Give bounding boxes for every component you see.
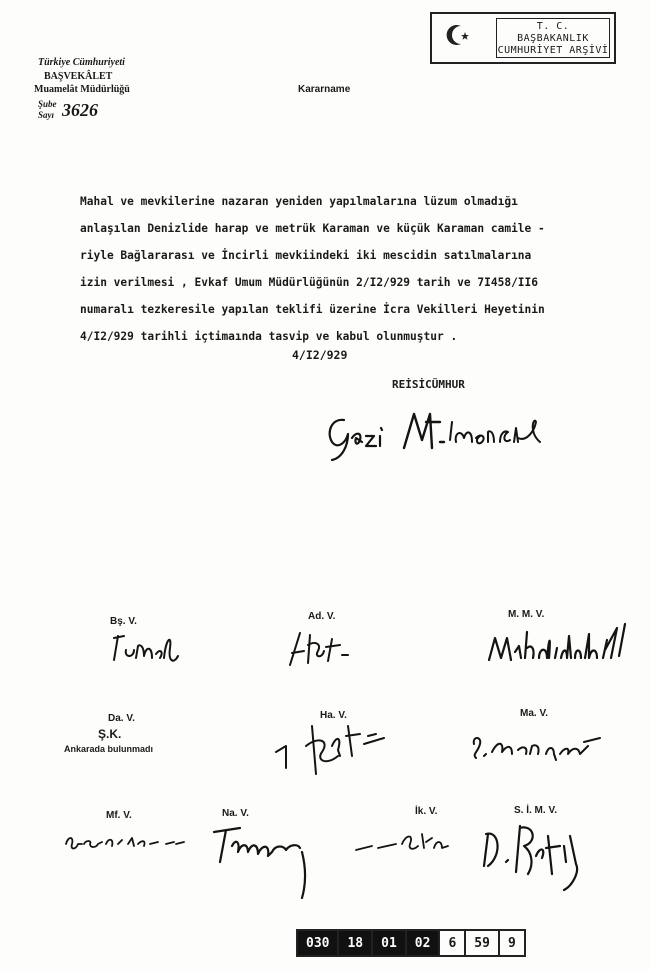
minister-label-ik: İk. V. [415,806,438,817]
da-initials: Ş.K. [98,727,122,741]
crescent-star-icon [444,22,470,48]
signature-ik [352,820,472,860]
document-type: Kararname [298,84,351,95]
minister-label-bs: Bş. V. [110,616,137,627]
signature-mm [485,618,635,668]
signature-bs [100,628,180,668]
minister-label-da: Da. V. [108,713,135,724]
minister-label-ad: Ad. V. [308,611,336,622]
archive-code-cell: 02 [407,931,441,955]
body-line: Mahal ve mevkilerine nazaran yeniden yapılmalarına lüzum olmadığı [80,195,518,208]
stamp-line-3: CUMHURİYET ARŞİVİ [497,45,609,56]
body-line: 4/I2/929 tarihli içtimaında tasvip ve kabul olunmuştur . [80,330,458,343]
archive-code-cell: 030 [298,931,339,955]
body-line: anlaşılan Denizlide harap ve metrük Karaman ve küçük Karaman camile - [80,222,545,235]
stamp-line-2: BAŞBAKANLIK [517,33,589,44]
signature-na [206,818,316,902]
minister-label-mf: Mf. V. [106,810,132,821]
signature-mf [62,826,192,856]
archive-code-cell: 01 [373,931,407,955]
letterhead-line-2: BAŞVEKÂLET [44,71,113,82]
minister-label-na: Na. V. [222,808,249,819]
archive-reference-box [296,929,526,957]
president-signature [322,402,552,462]
sube-label: Şube [38,99,57,109]
archive-code-cell: 6 [440,931,466,955]
da-absence-note: Ankarada bulunmadı [64,744,154,754]
minister-label-ma: Ma. V. [520,708,548,719]
body-line: riyle Bağlararası ve İncirli mevkiindeki iki mescidin satılmalarına [80,249,532,262]
decree-body [80,188,600,350]
letterhead-line-1: Türkiye Cümhuriyeti [38,57,125,68]
minister-label-ha: Ha. V. [320,710,347,721]
signature-ha [272,716,412,776]
letterhead-line-3: Muamelât Müdürlüğü [34,84,130,95]
stamp-line-1: T. C. [536,21,570,32]
signature-ma [468,724,608,764]
body-line: numaralı tezkeresile yapılan teklifi üzerine İcra Vekilleri Heyetinin [80,303,545,316]
signature-ad [278,625,378,670]
body-line: izin verilmesi , Evkaf Umum Müdürlüğünün 2/I2/929 tarih ve 7I458/II6 [80,276,539,289]
archive-code-cell: 59 [466,931,500,955]
decree-date: 4/I2/929 [292,348,348,362]
sayi-label: Sayı [38,110,55,120]
minister-label-mm: M. M. V. [508,609,545,620]
minister-label-sim: S. İ. M. V. [514,805,557,816]
sayi-number: 3626 [62,100,98,120]
archive-code-cell: 9 [507,935,516,951]
reisicumhur-label: REİSİCÜMHUR [392,378,465,391]
stamp-text-box [496,18,610,58]
archive-code-cell: 18 [339,931,373,955]
archive-stamp [430,12,616,64]
signature-sim [476,816,596,896]
